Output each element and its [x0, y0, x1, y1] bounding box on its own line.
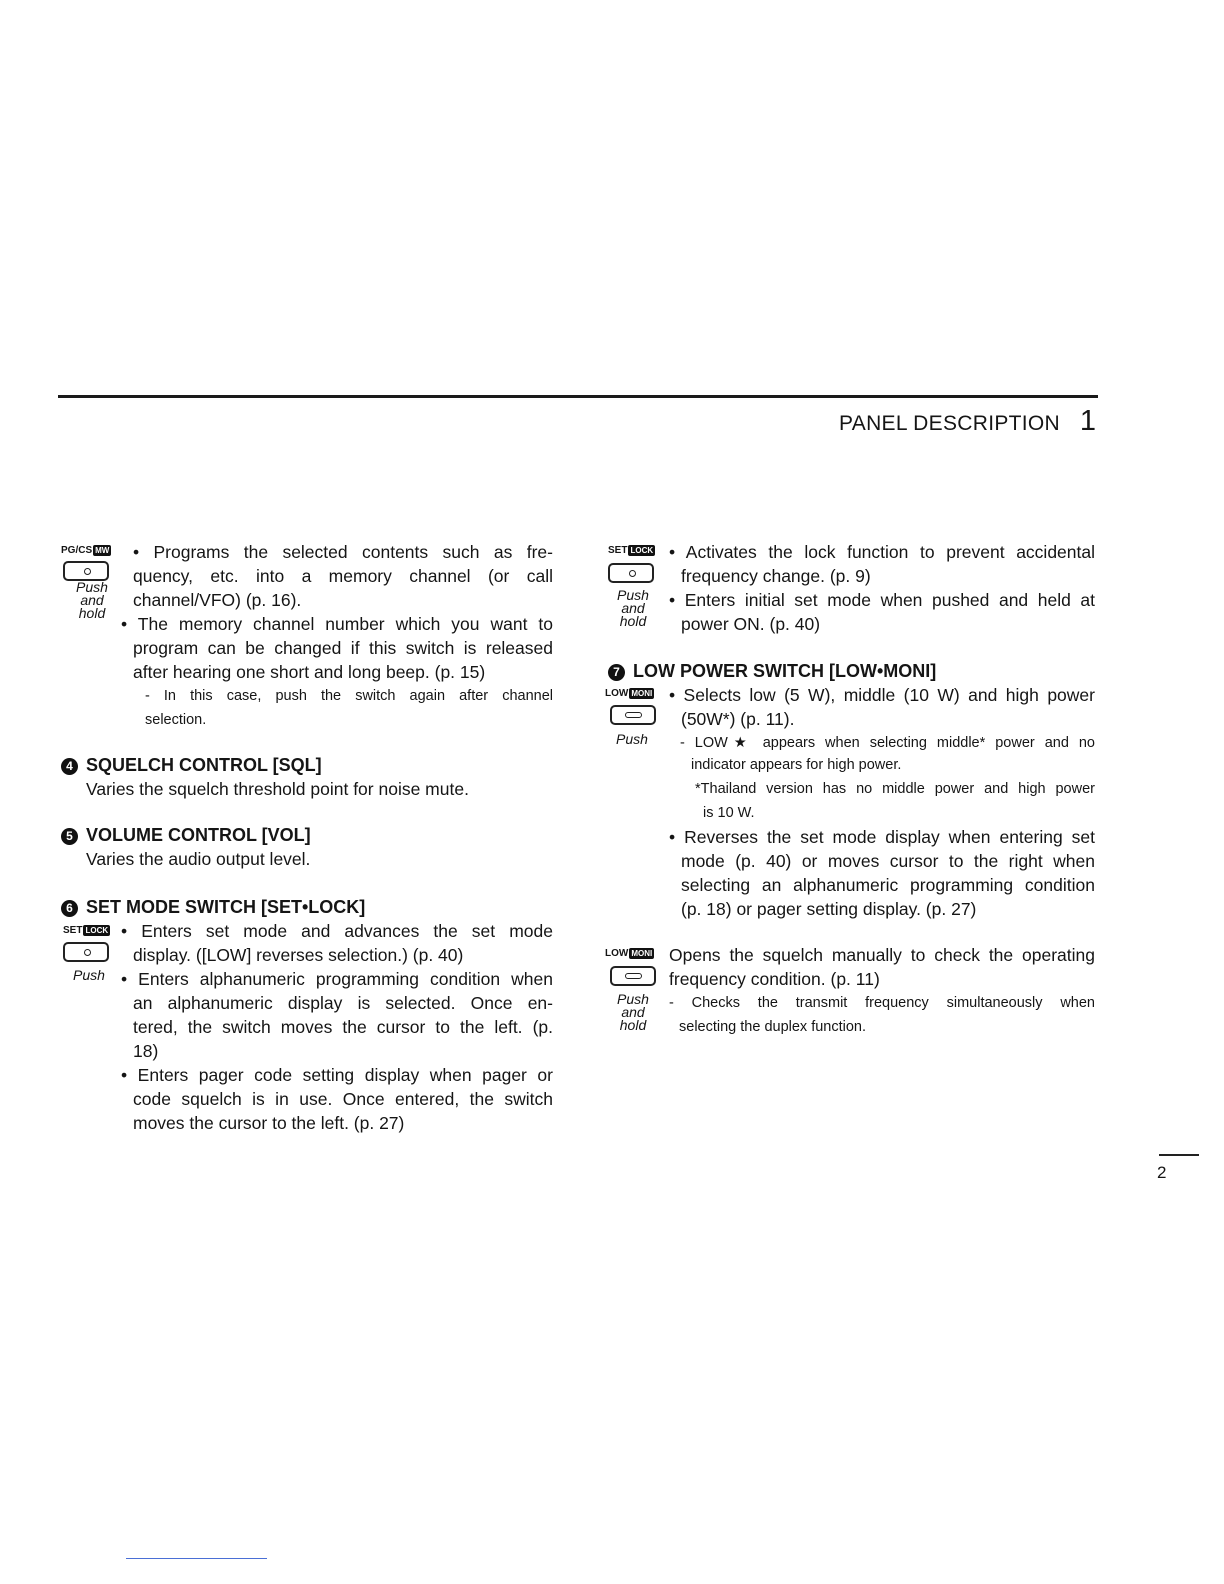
section-number-5: 5 [61, 828, 78, 845]
low-key-icon [610, 705, 656, 725]
set-line-1: • Enters set mode and advances the set mode [121, 921, 553, 941]
lock-line-4: power ON. (p. 40) [681, 614, 821, 634]
tag-prefix: SET [63, 925, 83, 936]
header-rule [58, 395, 1098, 398]
set-line-9: moves the cursor to the left. (p. 27) [133, 1113, 405, 1133]
moni-key-tag [605, 948, 654, 960]
low-line-6: is 10 W. [703, 805, 755, 821]
section-number-7: 7 [608, 664, 625, 681]
set-line-2: display. ([LOW] reverses selection.) (p. 40) [133, 945, 464, 965]
tag-box: MONI [631, 689, 653, 698]
label-push: Push [617, 587, 649, 603]
pgcs-line-3: channel/VFO) (p. 16). [133, 590, 302, 610]
label-push: Push [616, 731, 648, 747]
lock-key-tag [608, 545, 655, 557]
bottom-link-underline [126, 1558, 267, 1559]
set-heading [61, 895, 365, 919]
low-heading [608, 659, 936, 683]
tag-prefix: PG/CS [61, 545, 93, 556]
lock-key-icon [608, 563, 654, 583]
moni-line-2: frequency condition. (p. 11) [669, 969, 880, 989]
moni-line-1: Opens the squelch manually to check the operating [669, 945, 1095, 965]
vol-heading-text: VOLUME CONTROL [VOL] [86, 825, 311, 845]
set-lock-key-tag [63, 925, 110, 937]
low-key-label [609, 733, 655, 746]
moni-line-3: - Checks the transmit frequency simultaneously when [669, 995, 1095, 1011]
label-and: and [80, 592, 104, 608]
pgcs-key-icon [63, 561, 109, 581]
moni-key-icon [610, 966, 656, 986]
set-line-8: code squelch is in use. Once entered, the switch [133, 1089, 553, 1109]
pgcs-line-8: selection. [145, 712, 207, 728]
lock-key-label [610, 589, 656, 628]
tag-prefix: SET [608, 545, 628, 556]
set-key-icon [63, 942, 109, 962]
low-moni-key-tag [605, 688, 654, 700]
vol-text: Varies the audio output level. [86, 849, 311, 869]
pgcs-line-5: program can be changed if this switch is released [133, 638, 553, 658]
tag-box: MW [95, 546, 110, 555]
low-line-7: • Reverses the set mode display when entering set [669, 827, 1095, 847]
label-hold: hold [619, 1017, 647, 1033]
set-line-6: 18) [133, 1041, 159, 1061]
pgcs-line-1: • Programs the selected contents such as fre- [133, 542, 553, 562]
set-line-4: an alphanumeric display is selected. Once en- [133, 993, 553, 1013]
tag-box: LOCK [630, 546, 654, 555]
tag-box: LOCK [85, 926, 109, 935]
pgcs-mw-key-tag [61, 545, 111, 557]
label-hold: hold [78, 605, 106, 621]
label-push: Push [617, 991, 649, 1007]
sql-heading-text: SQUELCH CONTROL [SQL] [86, 755, 322, 775]
tag-prefix: LOW [605, 688, 629, 699]
low-line-10: (p. 18) or pager setting display. (p. 27) [681, 899, 977, 919]
label-push: Push [73, 967, 105, 983]
label-hold: hold [619, 613, 647, 629]
vol-heading [61, 823, 311, 847]
lock-line-3: • Enters initial set mode when pushed and held at [669, 590, 1095, 610]
sql-heading [61, 753, 322, 777]
set-line-5: tered, the switch moves the cursor to the left. (p. [133, 1017, 553, 1037]
page-number-rule [1159, 1154, 1199, 1156]
set-line-7: • Enters pager code setting display when pager or [121, 1065, 553, 1085]
low-line-9: selecting an alphanumeric programming condition [681, 875, 1095, 895]
set-key-label [66, 969, 112, 982]
low-line-1: • Selects low (5 W), middle (10 W) and high power [669, 685, 1095, 705]
low-line-5: *Thailand version has no middle power and high power [695, 781, 1095, 797]
label-and: and [621, 1004, 645, 1020]
pgcs-line-7: - In this case, push the switch again after channel [145, 688, 553, 704]
set-line-3: • Enters alphanumeric programming condition when [121, 969, 553, 989]
lock-line-2: frequency change. (p. 9) [681, 566, 871, 586]
moni-line-4: selecting the duplex function. [679, 1019, 867, 1035]
set-heading-text: SET MODE SWITCH [SET•LOCK] [86, 897, 366, 917]
low-heading-text: LOW POWER SWITCH [LOW•MONI] [633, 661, 937, 681]
label-push: Push [76, 579, 108, 595]
low-line-2: (50W*) (p. 11). [681, 709, 795, 729]
pgcs-key-label [69, 581, 115, 620]
tag-prefix: LOW [605, 948, 629, 959]
page-title: PANEL DESCRIPTION [839, 412, 1060, 435]
low-line-3: - LOW★ appears when selecting middle* power and no [680, 735, 1095, 751]
pgcs-line-4: • The memory channel number which you want to [121, 614, 553, 634]
pgcs-line-6: after hearing one short and long beep. (p. 15) [133, 662, 486, 682]
section-number-6: 6 [61, 900, 78, 917]
sql-text: Varies the squelch threshold point for noise mute. [86, 779, 469, 799]
section-number-4: 4 [61, 758, 78, 775]
pgcs-line-2: quency, etc. into a memory channel (or call [133, 566, 553, 586]
chapter-number: 1 [1079, 405, 1096, 437]
low-line-8: mode (p. 40) or moves cursor to the right when [681, 851, 1095, 871]
low-line-4: indicator appears for high power. [691, 757, 902, 773]
page-number: 2 [1157, 1163, 1167, 1182]
label-and: and [621, 600, 645, 616]
moni-key-label [610, 993, 656, 1032]
lock-line-1: • Activates the lock function to prevent accidental [669, 542, 1095, 562]
tag-box: MONI [631, 949, 653, 958]
